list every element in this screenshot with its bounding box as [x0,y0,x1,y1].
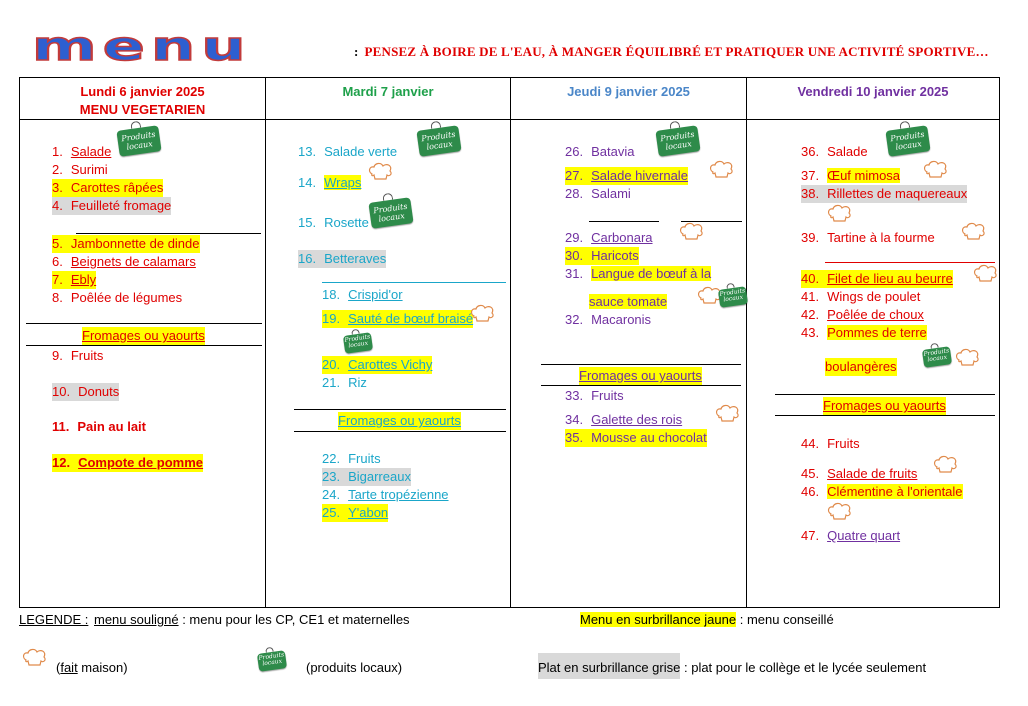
menu-item: 40. Filet de lieu au beurre [801,271,953,286]
homemade-icon [22,648,48,666]
separator [589,221,659,222]
local-products-icon: Produits locaux [416,125,461,157]
menu-item: 22. Fruits [322,451,381,466]
menu-item: 35. Mousse au chocolat [565,430,707,445]
menu-item: 46. Clémentine à l'orientale [801,484,963,499]
homemade-icon [368,162,394,180]
separator [541,385,741,386]
menu-item: 29. Carbonara [565,230,653,245]
slogan-colon: : [354,44,359,59]
separator [294,431,506,432]
day-subtitle: MENU VEGETARIEN [79,102,206,117]
menu-item: 3. Carottes râpées [52,180,164,195]
menu-item: 47. Quatre quart [801,528,901,543]
separator [775,415,995,416]
menu-item: 16. Betteraves [298,251,387,266]
menu-item: 30. Haricots [565,248,639,263]
menu-item: 28. Salami [565,186,631,201]
homemade-icon [470,304,496,322]
cheese-line: Fromages ou yaourts [82,328,205,343]
menu-item: 45. Salade de fruits [801,466,918,481]
separator [322,282,506,283]
separator [825,262,995,263]
menu-item: 38. Rillettes de maquereaux [801,186,968,201]
separator [76,233,261,234]
menu-item: 14. Wraps [298,175,362,190]
menu-item: 6. Beignets de calamars [52,254,196,269]
menu-item: 21. Riz [322,375,367,390]
menu-item: 1. Salade [52,144,112,159]
menu-logo: menu [32,24,252,70]
local-products-icon: Produits locaux [116,125,161,157]
menu-item: 37. Œuf mimosa [801,168,901,183]
homemade-icon [827,502,853,520]
column-monday [20,78,266,607]
menu-item: 41. Wings de poulet [801,289,921,304]
day-header-monday [20,78,265,120]
homemade-icon [955,348,981,366]
menu-item: boulangères [825,359,897,374]
legend-grey: Plat en surbrillance grise : plat pour le collège et le lycée seulement [538,659,926,679]
legend-homemade: (fait maison) [56,660,128,675]
menu-item: 7. Ebly [52,272,97,287]
menu-item: 9. Fruits [52,348,104,363]
menu-item: 27. Salade hivernale [565,168,688,183]
local-products-icon: Produits locaux [655,125,700,157]
cheese-line: Fromages ou yaourts [579,368,702,383]
menu-item: 15. Rosette [298,215,369,230]
menu-item: 18. Crispid'or [322,287,403,302]
menu-item: 36. Salade [801,144,868,159]
homemade-icon [961,222,987,240]
menu-item: 39. Tartine à la fourme [801,230,935,245]
separator [26,323,262,324]
menu-item: 20. Carottes Vichy [322,357,433,372]
menu-item: 31. Langue de bœuf à la [565,266,712,281]
homemade-icon [973,264,999,282]
legend-local: (produits locaux) [306,660,403,675]
separator [775,394,995,395]
day-header-tuesday [266,78,510,120]
day-header-friday [747,78,999,120]
menu-item: sauce tomate [589,294,668,309]
separator [26,345,262,346]
local-products-icon: Produits locaux [922,346,952,368]
separator [294,409,506,410]
day-title: Lundi 6 janvier 2025 [80,84,205,99]
page-header [32,24,1012,70]
day-title: Vendredi 10 janvier 2025 [797,84,949,99]
day-header-thursday [511,78,746,120]
menu-item: 26. Batavia [565,144,635,159]
separator [541,364,741,365]
menu-item: 13. Salade verte [298,144,398,159]
column-friday [747,78,999,607]
day-title: Mardi 7 janvier [342,84,434,99]
menu-item: 34. Galette des rois [565,412,683,427]
day-title: Jeudi 9 janvier 2025 [567,84,690,99]
menu-item: 2. Surimi [52,162,108,177]
menu-item: 19. Sauté de bœuf braisé [322,311,474,326]
menu-item: 12. Compote de pomme [52,455,204,470]
menu-item: 42. Poêlée de choux [801,307,924,322]
menu-item: 11. Pain au lait [52,419,146,434]
menu-item: 24. Tarte tropézienne [322,487,449,502]
local-products-icon: Produits locaux [368,197,413,229]
slogan-text: PENSEZ À BOIRE DE L'EAU, À MANGER ÉQUILIBRÉ ET PRATIQUER UNE ACTIVITÉ SPORTIVE… [364,44,989,59]
menu-item: 8. Poêlée de légumes [52,290,183,305]
homemade-icon [709,160,735,178]
menu-item: 5. Jambonnette de dinde [52,236,200,251]
local-products-icon: Produits locaux [257,650,287,672]
menu-item: 33. Fruits [565,388,624,403]
column-tuesday [266,78,511,607]
homemade-icon [715,404,741,422]
menu-item: 32. Macaronis [565,312,652,327]
menu-item: 44. Fruits [801,436,860,451]
menu-item: 4. Feuilleté fromage [52,198,172,213]
menu-item: 43. Pommes de terre [801,325,927,340]
local-products-icon: Produits locaux [885,125,930,157]
column-thursday [511,78,747,607]
cheese-line: Fromages ou yaourts [823,398,946,413]
legend-label: LEGENDE : [19,612,89,627]
slogan [354,44,989,60]
legend-yellow: Menu en surbrillance jaune : menu conseillé [580,612,834,627]
menu-table [19,77,1000,608]
homemade-icon [827,204,853,222]
cheese-line: Fromages ou yaourts [338,413,461,428]
menu-item: 23. Bigarreaux [322,469,411,484]
homemade-icon [679,222,705,240]
local-products-icon: Produits locaux [718,286,748,308]
menu-item: 10. Donuts [52,384,120,399]
legend-underline: menu souligné : menu pour les CP, CE1 et maternelles [94,612,410,627]
homemade-icon [923,160,949,178]
local-products-icon: Produits locaux [343,332,373,354]
menu-item: 25. Y'abon [322,505,389,520]
homemade-icon [933,455,959,473]
